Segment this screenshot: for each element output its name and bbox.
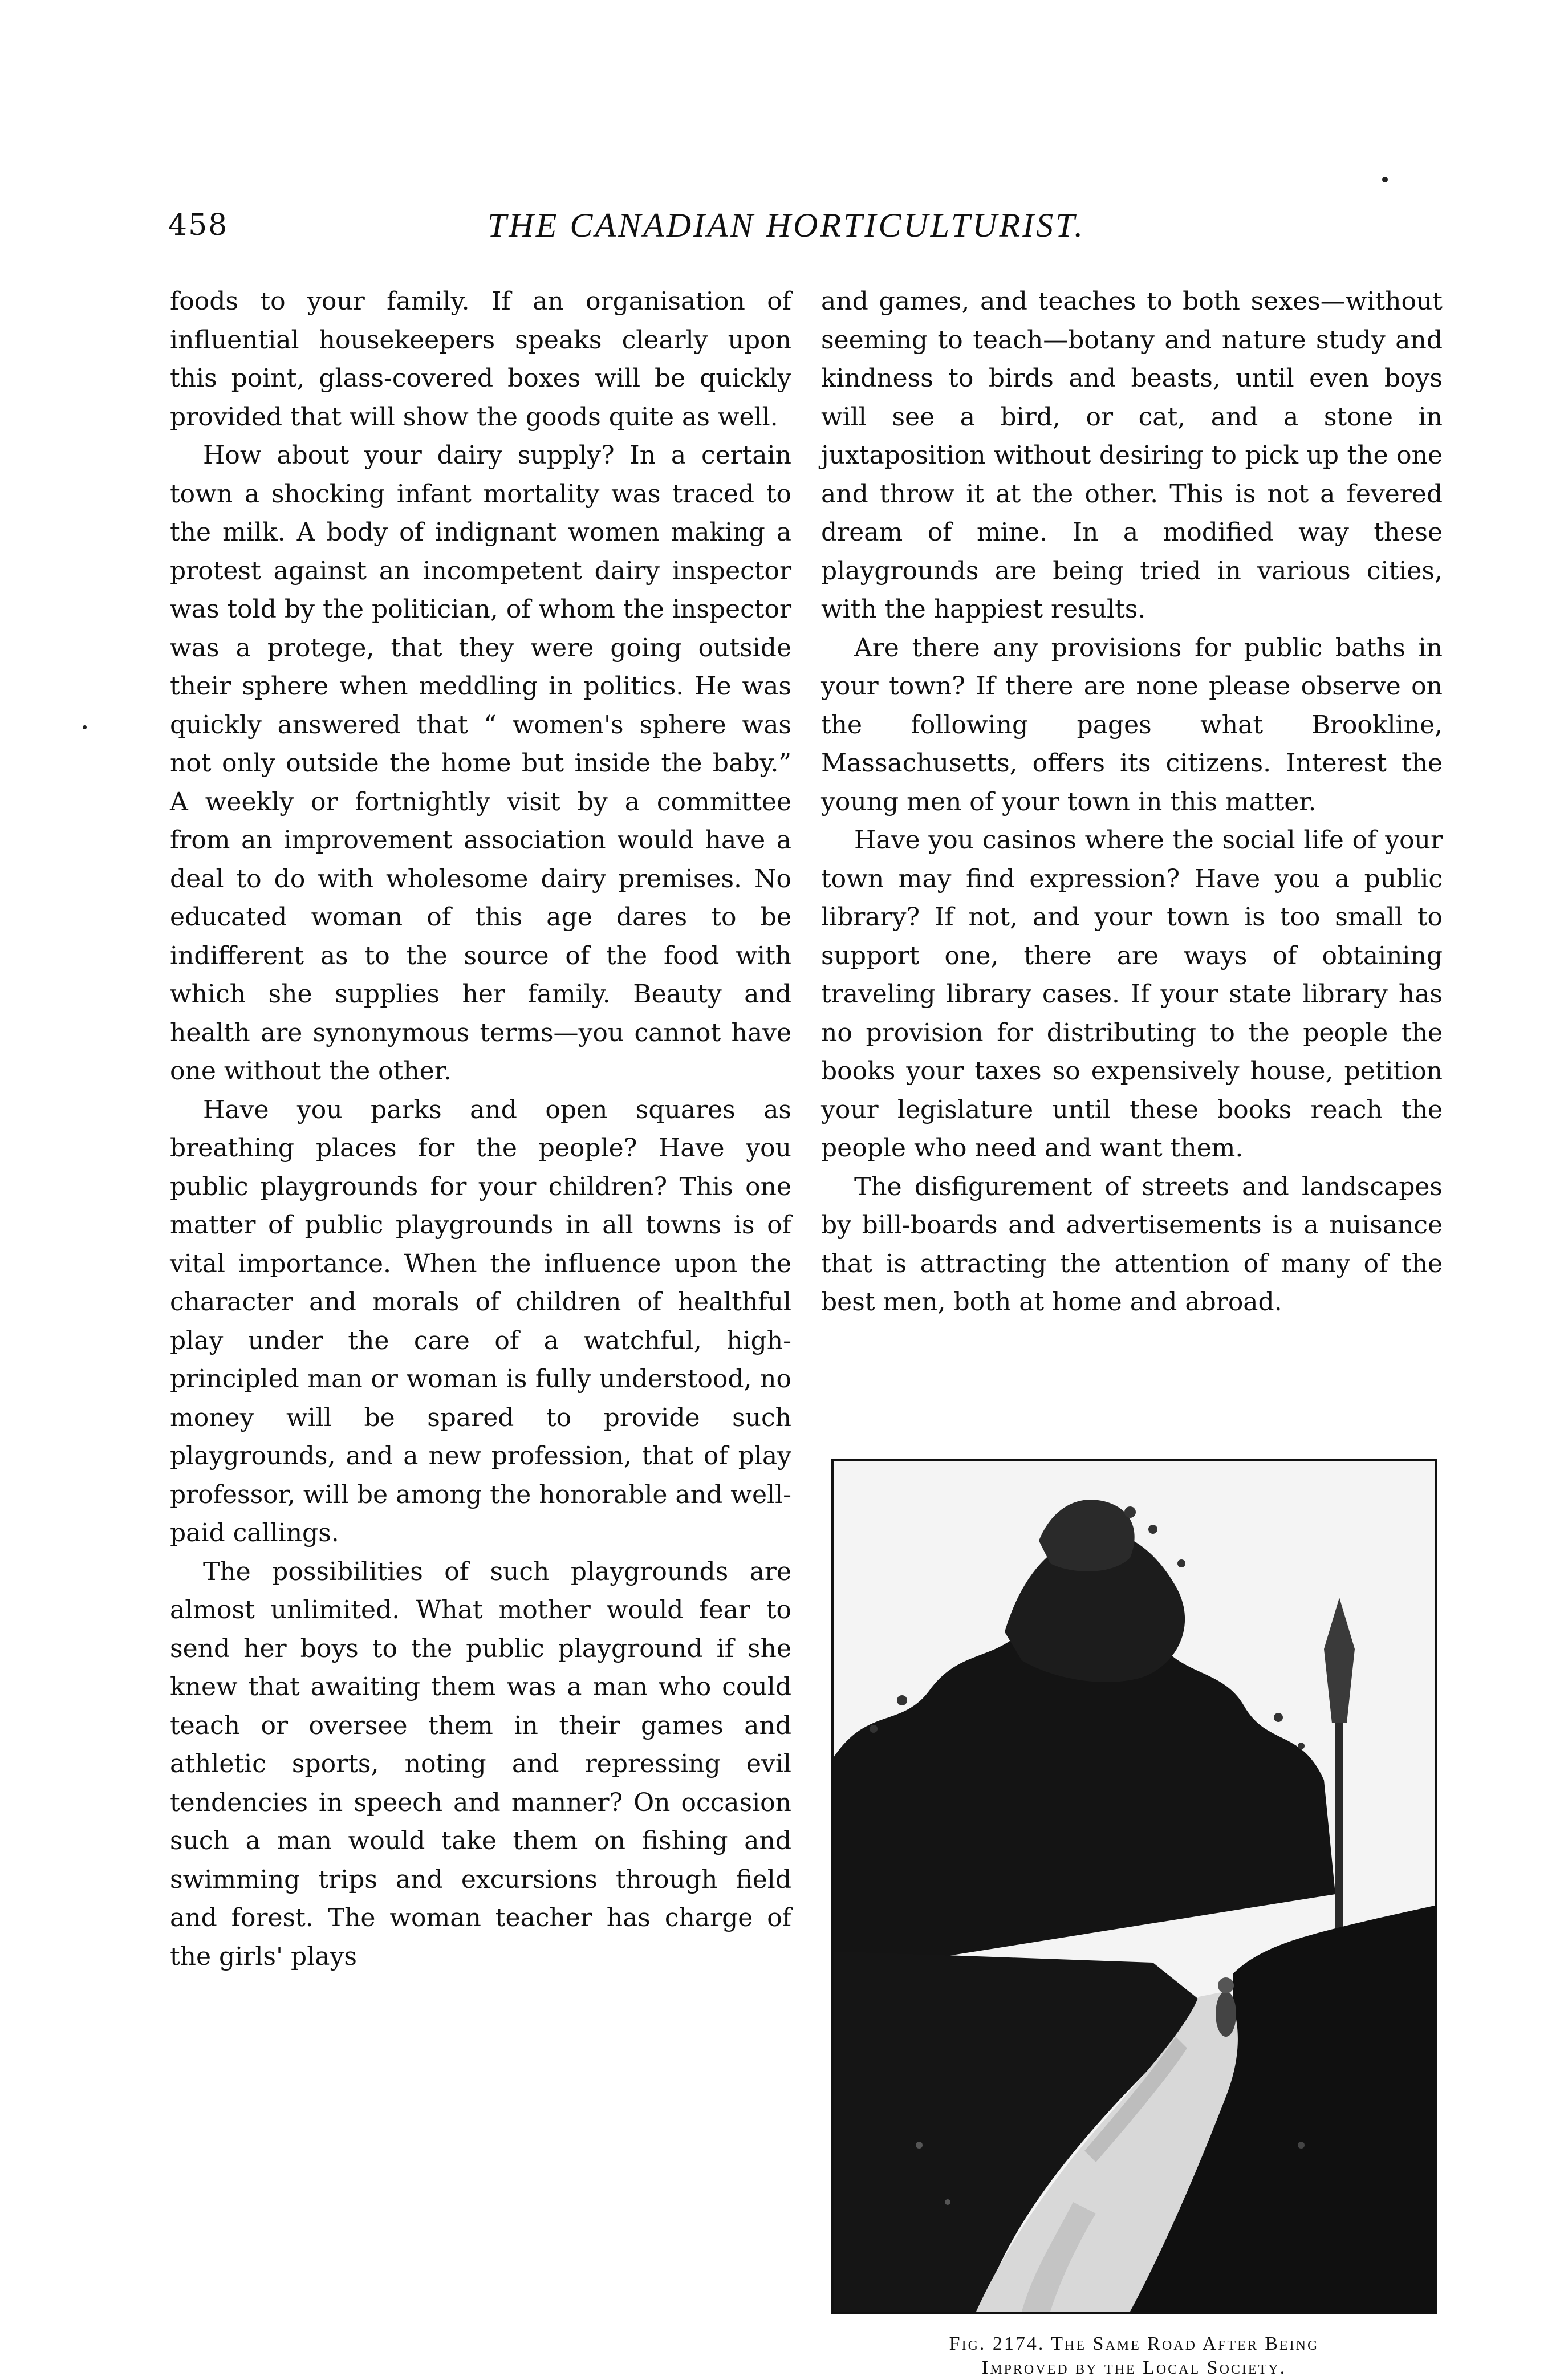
paragraph: foods to your family. If an organisation of influential housekeepers speaks clearly upon this point, glass-covered boxes will be quickly provided that will show the goods quite as well. (170, 287, 791, 432)
page-header (168, 202, 1445, 248)
print-speck (1382, 177, 1388, 182)
left-column (170, 282, 791, 1976)
paragraph: How about your dairy supply? In a certain town a shocking infant mortality was traced to the milk. A body of indignant women making a protest against an incompetent dairy inspector was told by the politician, of whom the inspector was a protege, that they were going outside their sphere when meddling in politics. He was quickly answered that “ women's sphere was not only outside the home but inside the baby.” A weekly or fortnightly visit by a committee from an improvement association would have a deal to do with wholesome dairy premises. No educated woman of this age dares to be indifferent as to the source of the food with which she supplies her family. Beauty and health are synonymous terms—you cannot have one without the other. (170, 441, 791, 1086)
right-column (821, 282, 1443, 1322)
paragraph: Are there any provisions for public baths in your town? If there are none please observe on the following pages what Brookline, Massachusetts, offers its citizens. Interest the young men of your town in this matter. (821, 633, 1443, 817)
paragraph: The possibilities of such playgrounds are almost unlimited. What mother would fear to send her boys to the public playground if she knew that awaiting them was a man who could teach or oversee them in their games and athletic sports, noting and repressing evil tendencies in speech and manner? On occasion such a man would take them on fishing and swimming trips and excursions through field and forest. The woman teacher has charge of the girls' plays (170, 1557, 791, 1971)
figure-caption (831, 2332, 1437, 2380)
road-illustration (834, 1461, 1435, 2312)
running-title: THE CANADIAN HORTICULTURIST. (488, 206, 1086, 244)
caption-line-2: Improved by the Local Society. (981, 2357, 1287, 2378)
road-photograph (831, 1459, 1437, 2314)
page-number: 458 (168, 208, 229, 242)
paragraph: Have you casinos where the social life of your town may find expression? Have you a public library? If not, and your town is too small to support one, there are ways of obtaining traveling library cases. If your state library has no provision for distributing to the people the books your taxes so expensively house, petition your legislature until these books reach the people who need and want them. (821, 826, 1443, 1163)
print-speck (83, 725, 87, 729)
figure (831, 1459, 1437, 2378)
paragraph: The disfigurement of streets and landscapes by bill-boards and advertisements is a nuisance that is attracting the attention of many of the best men, both at home and abroad. (821, 1172, 1443, 1317)
paragraph: Have you parks and open squares as breathing places for the people? Have you public playgrounds for your children? This one matter of public playgrounds in all towns is of vital importance. When the influence upon the character and morals of children of healthful play under the care of a watchful, high-principled man or woman is fully understood, no money will be spared to provide such playgrounds, and a new profession, that of play professor, will be among the honorable and well-paid callings. (170, 1095, 791, 1548)
caption-line-1: Fig. 2174. The Same Road After Being (949, 2333, 1319, 2354)
paragraph: and games, and teaches to both sexes—without seeming to teach—botany and nature study and kindness to birds and beasts, until even boys will see a bird, or cat, and a stone in juxtaposition without desiring to pick up the one and throw it at the other. This is not a fevered dream of mine. In a modified way these playgrounds are being tried in various cities, with the happiest results. (821, 287, 1443, 624)
